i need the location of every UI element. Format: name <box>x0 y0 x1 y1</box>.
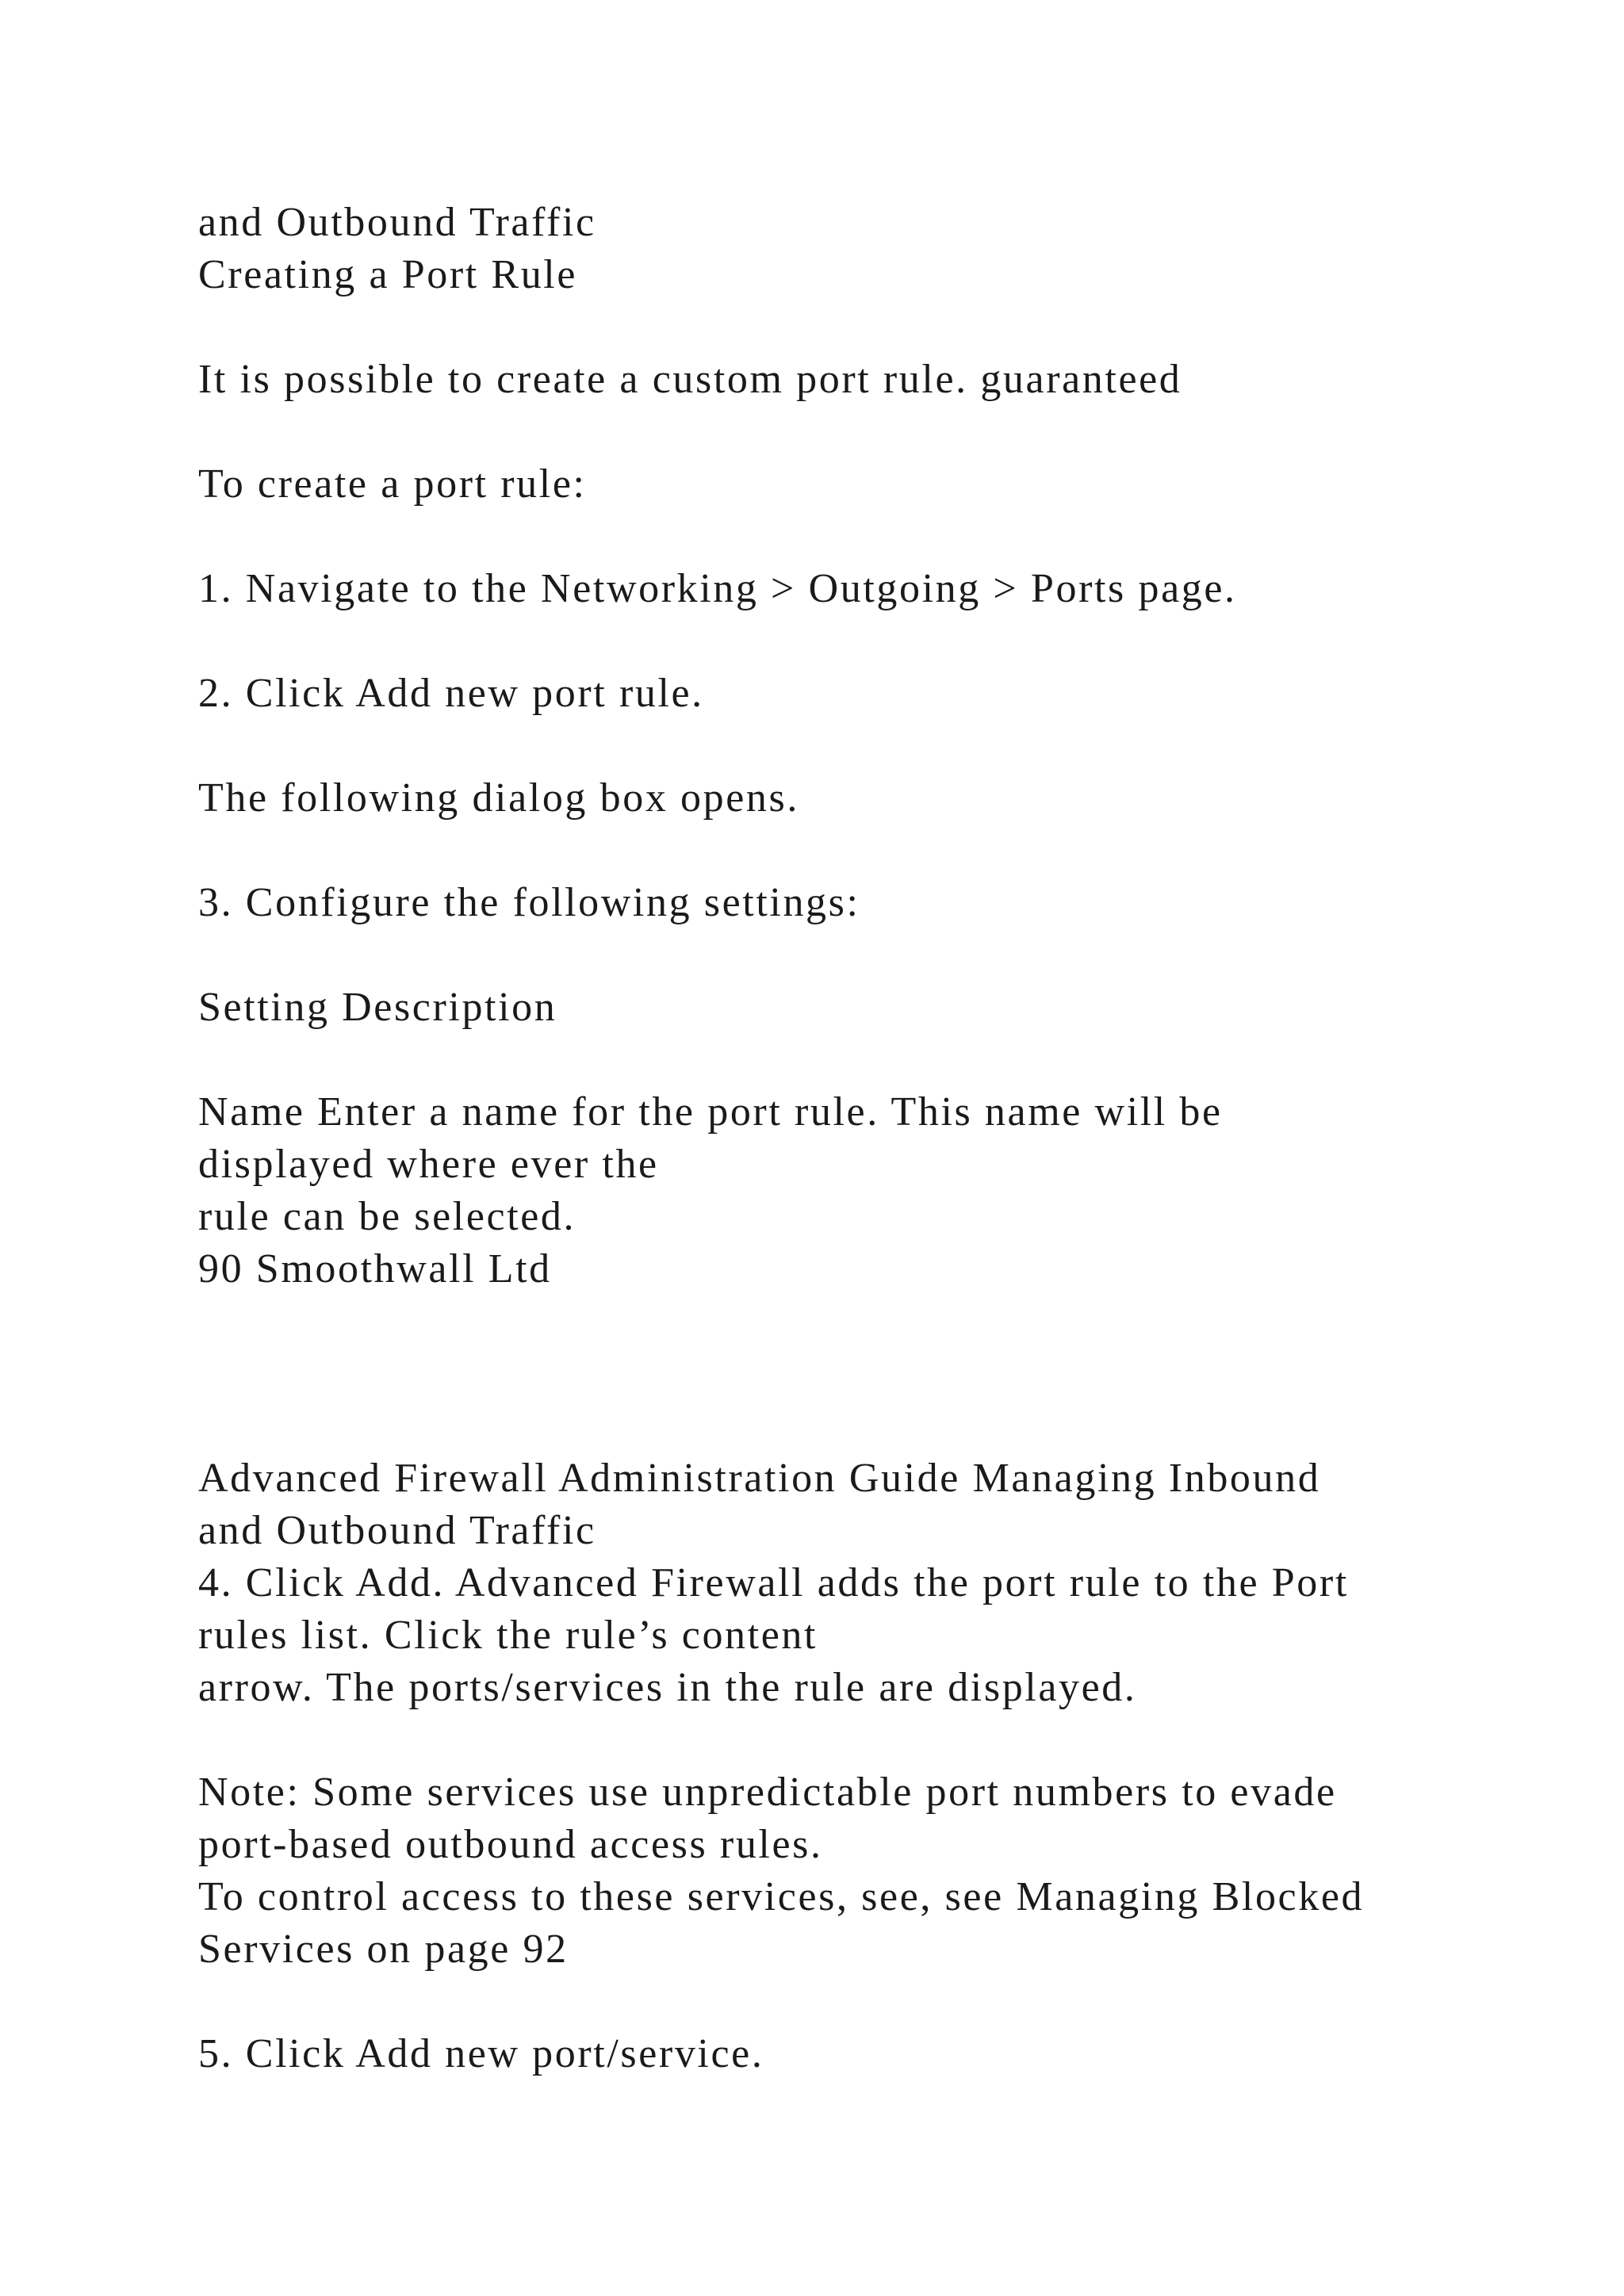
procedure-intro: To create a port rule: <box>198 461 587 507</box>
note-cont-1: port-based outbound access rules. <box>198 1822 823 1867</box>
dialog-note: The following dialog box opens. <box>198 775 799 821</box>
page-header: Advanced Firewall Administration Guide Managing Inbound <box>198 1456 1321 1501</box>
step-2: 2. Click Add new port rule. <box>198 671 704 716</box>
table-row-name-cont-1: displayed where ever the <box>198 1142 659 1187</box>
step-4: 4. Click Add. Advanced Firewall adds the port rule to the Port <box>198 1560 1349 1605</box>
step-4-cont-1: rules list. Click the rule’s content <box>198 1613 818 1658</box>
note-cont-3: Services on page 92 <box>198 1927 569 1972</box>
step-3: 3. Configure the following settings: <box>198 880 860 925</box>
header-continuation: and Outbound Traffic <box>198 200 596 245</box>
step-5: 5. Click Add new port/service. <box>198 2031 764 2076</box>
note-cont-2: To control access to these services, see, see Managing Blocked <box>198 1874 1365 1919</box>
step-1: 1. Navigate to the Networking > Outgoing > Ports page. <box>198 566 1237 611</box>
section-heading: Creating a Port Rule <box>198 252 578 297</box>
table-row-name: Name Enter a name for the port rule. This name will be <box>198 1089 1223 1135</box>
intro-paragraph: It is possible to create a custom port rule. guaranteed <box>198 357 1182 402</box>
table-header: Setting Description <box>198 985 557 1030</box>
step-4-cont-2: arrow. The ports/services in the rule are displayed. <box>198 1665 1137 1710</box>
page-header-cont: and Outbound Traffic <box>198 1508 596 1553</box>
page-footer: 90 Smoothwall Ltd <box>198 1246 552 1292</box>
note: Note: Some services use unpredictable port numbers to evade <box>198 1770 1337 1815</box>
table-row-name-cont-2: rule can be selected. <box>198 1194 576 1239</box>
